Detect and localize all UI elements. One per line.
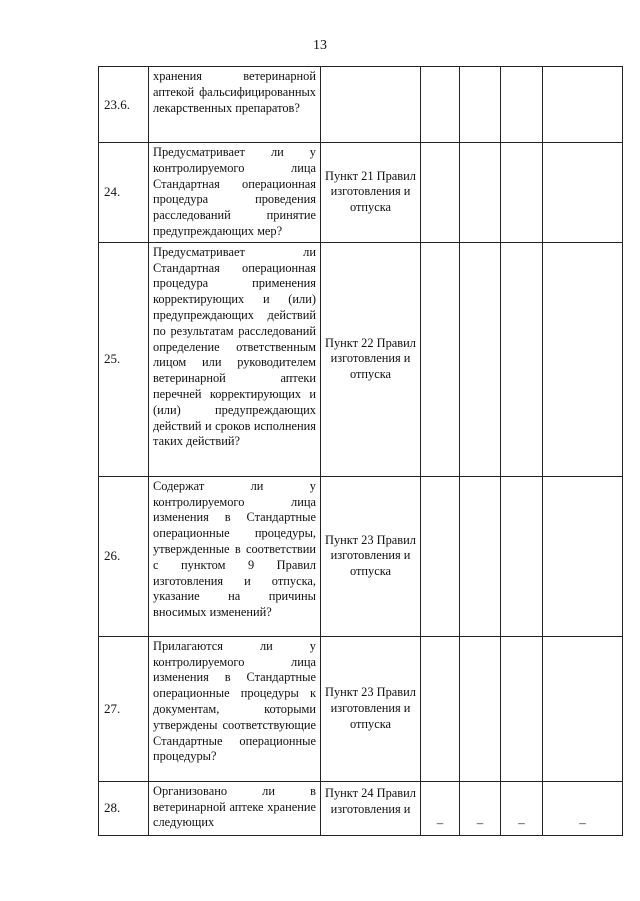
item-number: 23.6. [99,67,149,143]
mark-cell-4 [543,636,623,781]
item-reference: Пункт 23 Правил изготовления и отпуска [321,636,421,781]
mark-cell-1: – [421,781,460,835]
mark-cell-2 [460,143,501,243]
mark-cell-3: – [501,781,543,835]
mark-cell-1 [421,242,460,476]
mark-cell-2 [460,636,501,781]
item-question: Организовано ли в ветеринарной аптеке хранение следующих [149,781,321,835]
mark-cell-3 [501,636,543,781]
item-question: Прилагаются ли у контролируемого лица изменения в Стандартные операционные процедуры к документам, которыми утверждены соответствующие Стандартные операционные процедуры? [149,636,321,781]
table-row [99,143,623,243]
mark-cell-1 [421,636,460,781]
item-number: 24. [99,143,149,243]
mark-cell-2 [460,476,501,636]
mark-cell-2 [460,67,501,143]
table-row [99,67,623,143]
item-number: 25. [99,242,149,476]
mark-cell-3 [501,476,543,636]
item-question: Предусматривает ли Стандартная операционная процедура применения корректирующих и (или) предупреждающих действий по результатам расследований определение ответственным лицом или руководителем ветеринарной аптеки перечней корректирующих и (или) предупреждающих действий и сроков исполнения таких действий? [149,242,321,476]
table-row [99,636,623,781]
mark-cell-4: – [543,781,623,835]
item-reference: Пункт 21 Правил изготовления и отпуска [321,143,421,243]
checklist-table [98,66,623,836]
mark-cell-4 [543,67,623,143]
mark-cell-4 [543,143,623,243]
mark-cell-4 [543,242,623,476]
item-question: Содержат ли у контролируемого лица изменения в Стандартные операционные процедуры, утвержденные в соответствии с пунктом 9 Правил изготовления и отпуска, указание на причины вносимых изменений? [149,476,321,636]
item-number: 27. [99,636,149,781]
item-number: 26. [99,476,149,636]
table-row [99,242,623,476]
page-number: 13 [313,38,327,53]
mark-cell-2 [460,242,501,476]
mark-cell-4 [543,476,623,636]
mark-cell-3 [501,242,543,476]
item-question: Предусматривает ли у контролируемого лица Стандартная операционная процедура проведения расследований принятие предупреждающих мер? [149,143,321,243]
mark-cell-2: – [460,781,501,835]
mark-cell-3 [501,67,543,143]
item-reference: Пункт 22 Правил изготовления и отпуска [321,242,421,476]
table-row [99,781,623,835]
mark-cell-1 [421,67,460,143]
item-reference: Пункт 23 Правил изготовления и отпуска [321,476,421,636]
item-reference: Пункт 24 Правил изготовления и [321,781,421,835]
mark-cell-3 [501,143,543,243]
mark-cell-1 [421,143,460,243]
item-number: 28. [99,781,149,835]
mark-cell-1 [421,476,460,636]
table-row [99,476,623,636]
item-reference [321,67,421,143]
item-question: хранения ветеринарной аптекой фальсифицированных лекарственных препаратов? [149,67,321,143]
